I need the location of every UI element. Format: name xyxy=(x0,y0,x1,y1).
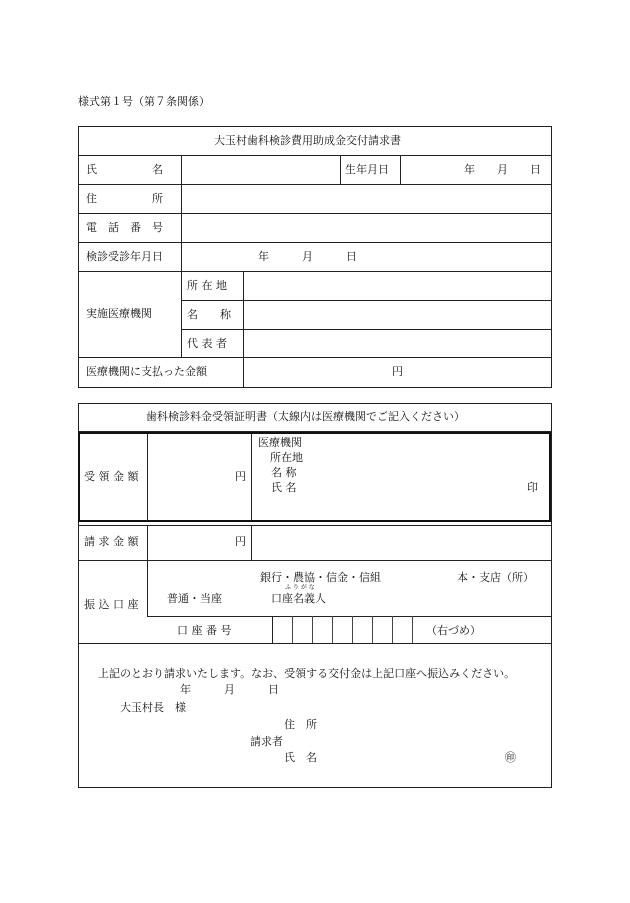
claimant-seal: ㊞ xyxy=(505,751,516,764)
address-label: 住 所 xyxy=(86,192,163,205)
medical-institution-box xyxy=(78,432,551,522)
institution-label: 実施医療機関 xyxy=(86,307,152,320)
claim-label: 請 求 金 額 xyxy=(84,535,139,548)
branch-label: 本・支店（所） xyxy=(457,571,534,584)
claim-statement: 上記のとおり請求いたします。なお、受領する交付金は上記口座へ振込みください。 xyxy=(98,667,516,680)
medical-institution-label: 医療機関 xyxy=(258,436,302,449)
furigana-label: ふ り が な xyxy=(285,584,315,591)
bank-types: 銀行・農協・信金・信組 xyxy=(260,571,381,584)
inst-location-label: 所 在 地 xyxy=(187,279,227,292)
exam-date-label: 検診受診年月日 xyxy=(86,250,163,263)
received-label: 受 領 金 額 xyxy=(84,470,139,483)
inst-rep-label: 代 表 者 xyxy=(187,337,227,350)
transfer-label: 振 込 口 座 xyxy=(84,598,139,611)
right-aligned-note: （右づめ） xyxy=(426,624,481,637)
birthdate-label: 生年月日 xyxy=(345,163,389,176)
form-number: 様式第１号（第７条関係） xyxy=(78,95,210,108)
receipt-title: 歯科検診料金受領証明書（太線内は医療機関でご記入ください） xyxy=(146,410,465,423)
addressee: 大玉村長 様 xyxy=(120,701,186,714)
claimant-label: 請求者 xyxy=(250,735,283,748)
seal-mark: 印 xyxy=(527,481,538,494)
received-unit: 円 xyxy=(235,470,246,483)
claimant-address-label: 住 所 xyxy=(284,718,317,731)
claimant-name-label: 氏 名 xyxy=(284,751,317,764)
inst-name-label: 名 称 xyxy=(187,308,231,321)
account-holder-label: 口座名義人 xyxy=(271,592,326,605)
institution-name-label: 名 称 xyxy=(271,466,297,479)
phone-label: 電 話 番 号 xyxy=(86,221,163,234)
institution-location-label: 所在地 xyxy=(270,451,303,464)
claim-date: 年 月 日 xyxy=(180,683,279,696)
account-types: 普通・当座 xyxy=(167,592,222,605)
paid-amount-unit: 円 xyxy=(392,365,403,378)
exam-date-value: 年 月 日 xyxy=(258,250,357,263)
person-name-label: 氏 名 xyxy=(271,481,297,494)
birthdate-value: 年 月 日 xyxy=(464,163,541,176)
name-label: 氏 名 xyxy=(86,163,163,176)
account-number-label: 口 座 番 号 xyxy=(177,624,232,637)
form-title: 大玉村歯科検診費用助成金交付請求書 xyxy=(214,134,401,147)
paid-amount-label: 医療機関に支払った金額 xyxy=(86,365,207,378)
claim-unit: 円 xyxy=(235,535,246,548)
